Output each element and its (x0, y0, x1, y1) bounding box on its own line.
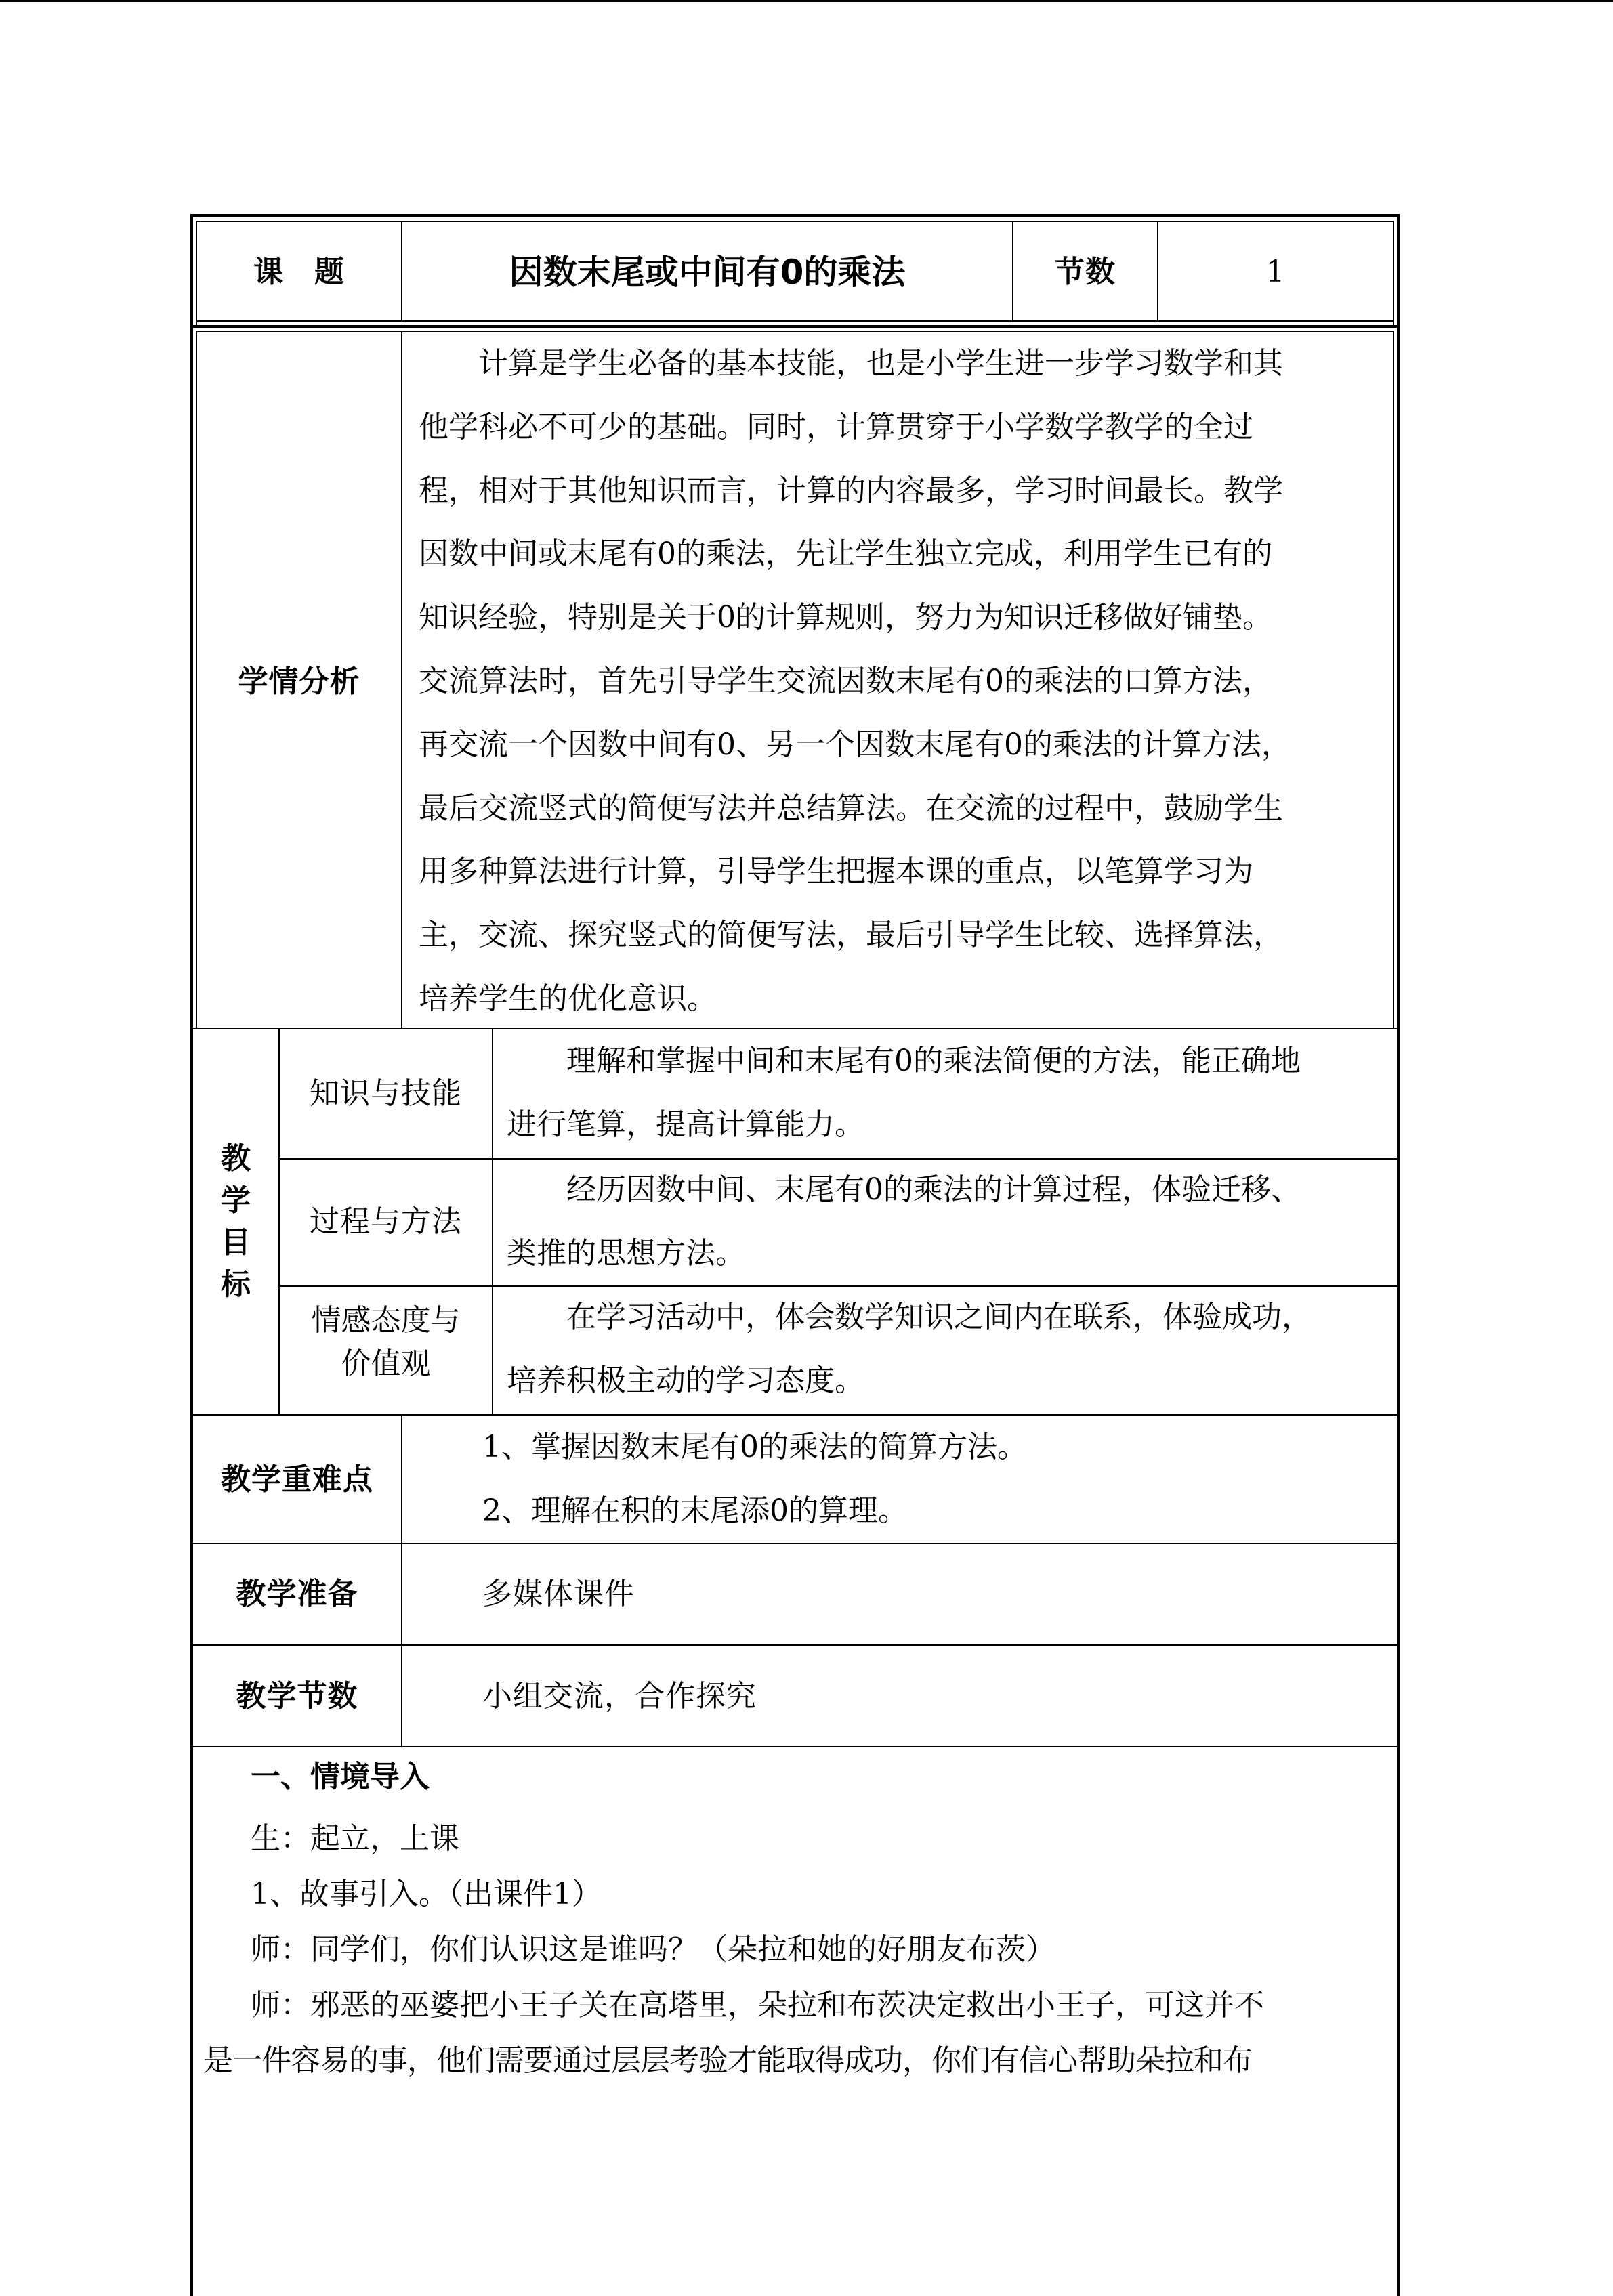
table-border-top-outer (190, 214, 1400, 217)
keypoints-label: 教学重难点 (221, 1462, 373, 1497)
goal-line: 类推的思想方法。 (507, 1235, 745, 1271)
table-border-right-outer (1397, 214, 1400, 2296)
analysis-line: 计算是学生必备的基本技能，也是小学生进一步学习数学和其 (419, 346, 1283, 381)
keypoint-line: 1、掌握因数末尾有0的乘法的简算方法。 (482, 1430, 1027, 1464)
keypoints-bottom (193, 1543, 1397, 1544)
analysis-line: 因数中间或末尾有0的乘法，先让学生独立完成，利用学生已有的 (419, 536, 1272, 572)
method-bottom (193, 1746, 1397, 1747)
method-label: 教学节数 (236, 1679, 358, 1714)
goal-line: 理解和掌握中间和末尾有0的乘法简便的方法，能正确地 (507, 1044, 1301, 1078)
goal-line: 培养积极主动的学习态度。 (507, 1363, 864, 1398)
analysis-line: 交流算法时，首先引导学生交流因数末尾有0的乘法的口算方法， (419, 663, 1272, 698)
keypoints-text (482, 1416, 1390, 1543)
section-value: 1 (1265, 255, 1286, 289)
analysis-line: 最后交流竖式的简便写法并总结算法。在交流的过程中，鼓励学生 (419, 790, 1283, 826)
process-line: 师：邪恶的巫婆把小王子关在高塔里，朵拉和布茨决定救出小王子，可这并不 (251, 1988, 1264, 2022)
goal-line: 在学习活动中，体会数学知识之间内在联系，体验成功， (507, 1300, 1312, 1334)
preparation-divider (401, 1544, 402, 1646)
process-line: 1、故事引入。（出课件1） (251, 1877, 602, 1911)
goal-name-process: 过程与方法 (310, 1204, 462, 1239)
analysis-line: 他学科必不可少的基础。同时，计算贯穿于小学数学教学的全过 (419, 409, 1253, 444)
goal-name-attitude-line: 情感态度与 (311, 1303, 461, 1338)
topic-label: 课 题 (253, 255, 345, 289)
goals-label-char: 目 (221, 1225, 251, 1260)
analysis-text (419, 332, 1387, 1031)
goal-text-attitude (507, 1285, 1394, 1413)
goal-name-knowledge: 知识与技能 (310, 1076, 462, 1111)
analysis-label: 学情分析 (238, 664, 360, 699)
goal-text-knowledge (507, 1029, 1394, 1157)
method-value: 小组交流，合作探究 (482, 1679, 757, 1714)
goals-label-char: 标 (221, 1267, 251, 1302)
goals-label-char: 教 (221, 1141, 251, 1176)
page-top-border (0, 0, 1613, 2)
goal-name-attitude-line: 价值观 (341, 1346, 431, 1381)
process-line: 师：同学们，你们认识这是谁吗？（朵拉和她的好朋友布茨） (251, 1932, 1055, 1967)
analysis-line: 程，相对于其他知识而言，计算的内容最多，学习时间最长。教学 (419, 473, 1283, 508)
analysis-line: 培养学生的优化意识。 (419, 981, 717, 1016)
goal-text-process (507, 1158, 1394, 1285)
header-border-bottom-inner (196, 320, 1394, 322)
goals-label-char: 学 (221, 1183, 251, 1218)
header-border-bottom-outer (190, 325, 1400, 328)
analysis-divider (401, 331, 402, 1029)
preparation-value: 多媒体课件 (482, 1577, 635, 1611)
analysis-right-inner (1393, 331, 1394, 1029)
table-border-right-inner (1393, 221, 1394, 326)
process-line: 是一件容易的事，他们需要通过层层考验才能取得成功，你们有信心帮助朵拉和布 (203, 2043, 1252, 2078)
table-border-top-inner (196, 221, 1394, 222)
goal-name-attitude (280, 1299, 492, 1386)
analysis-line: 主，交流、探究竖式的简便写法，最后引导学生比较、选择算法， (419, 918, 1283, 953)
goals-label (193, 1138, 278, 1306)
goal-line: 进行笔算，提高计算能力。 (507, 1107, 864, 1142)
analysis-line: 用多种算法进行计算，引导学生把握本课的重点，以笔算学习为 (419, 854, 1253, 889)
process-text (203, 1811, 1396, 2089)
preparation-bottom (193, 1644, 1397, 1646)
section-label: 节数 (1055, 255, 1116, 289)
preparation-label: 教学准备 (236, 1577, 358, 1611)
analysis-line: 知识经验，特别是关于0的计算规则，努力为知识迁移做好铺垫。 (419, 600, 1272, 635)
process-line: 生：起立，上课 (251, 1821, 459, 1856)
keypoints-divider (401, 1416, 402, 1544)
goals-divider-name (492, 1029, 493, 1416)
keypoint-line: 2、理解在积的末尾添0的算理。 (482, 1493, 908, 1528)
goal-line: 经历因数中间、末尾有0的乘法的计算过程，体验迁移、 (507, 1172, 1301, 1207)
process-heading: 一、情境导入 (251, 1760, 430, 1794)
analysis-line: 再交流一个因数中间有0、另一个因数末尾有0的乘法的计算方法， (419, 727, 1291, 762)
topic-title: 因数末尾或中间有0的乘法 (509, 253, 906, 292)
method-divider (401, 1646, 402, 1747)
